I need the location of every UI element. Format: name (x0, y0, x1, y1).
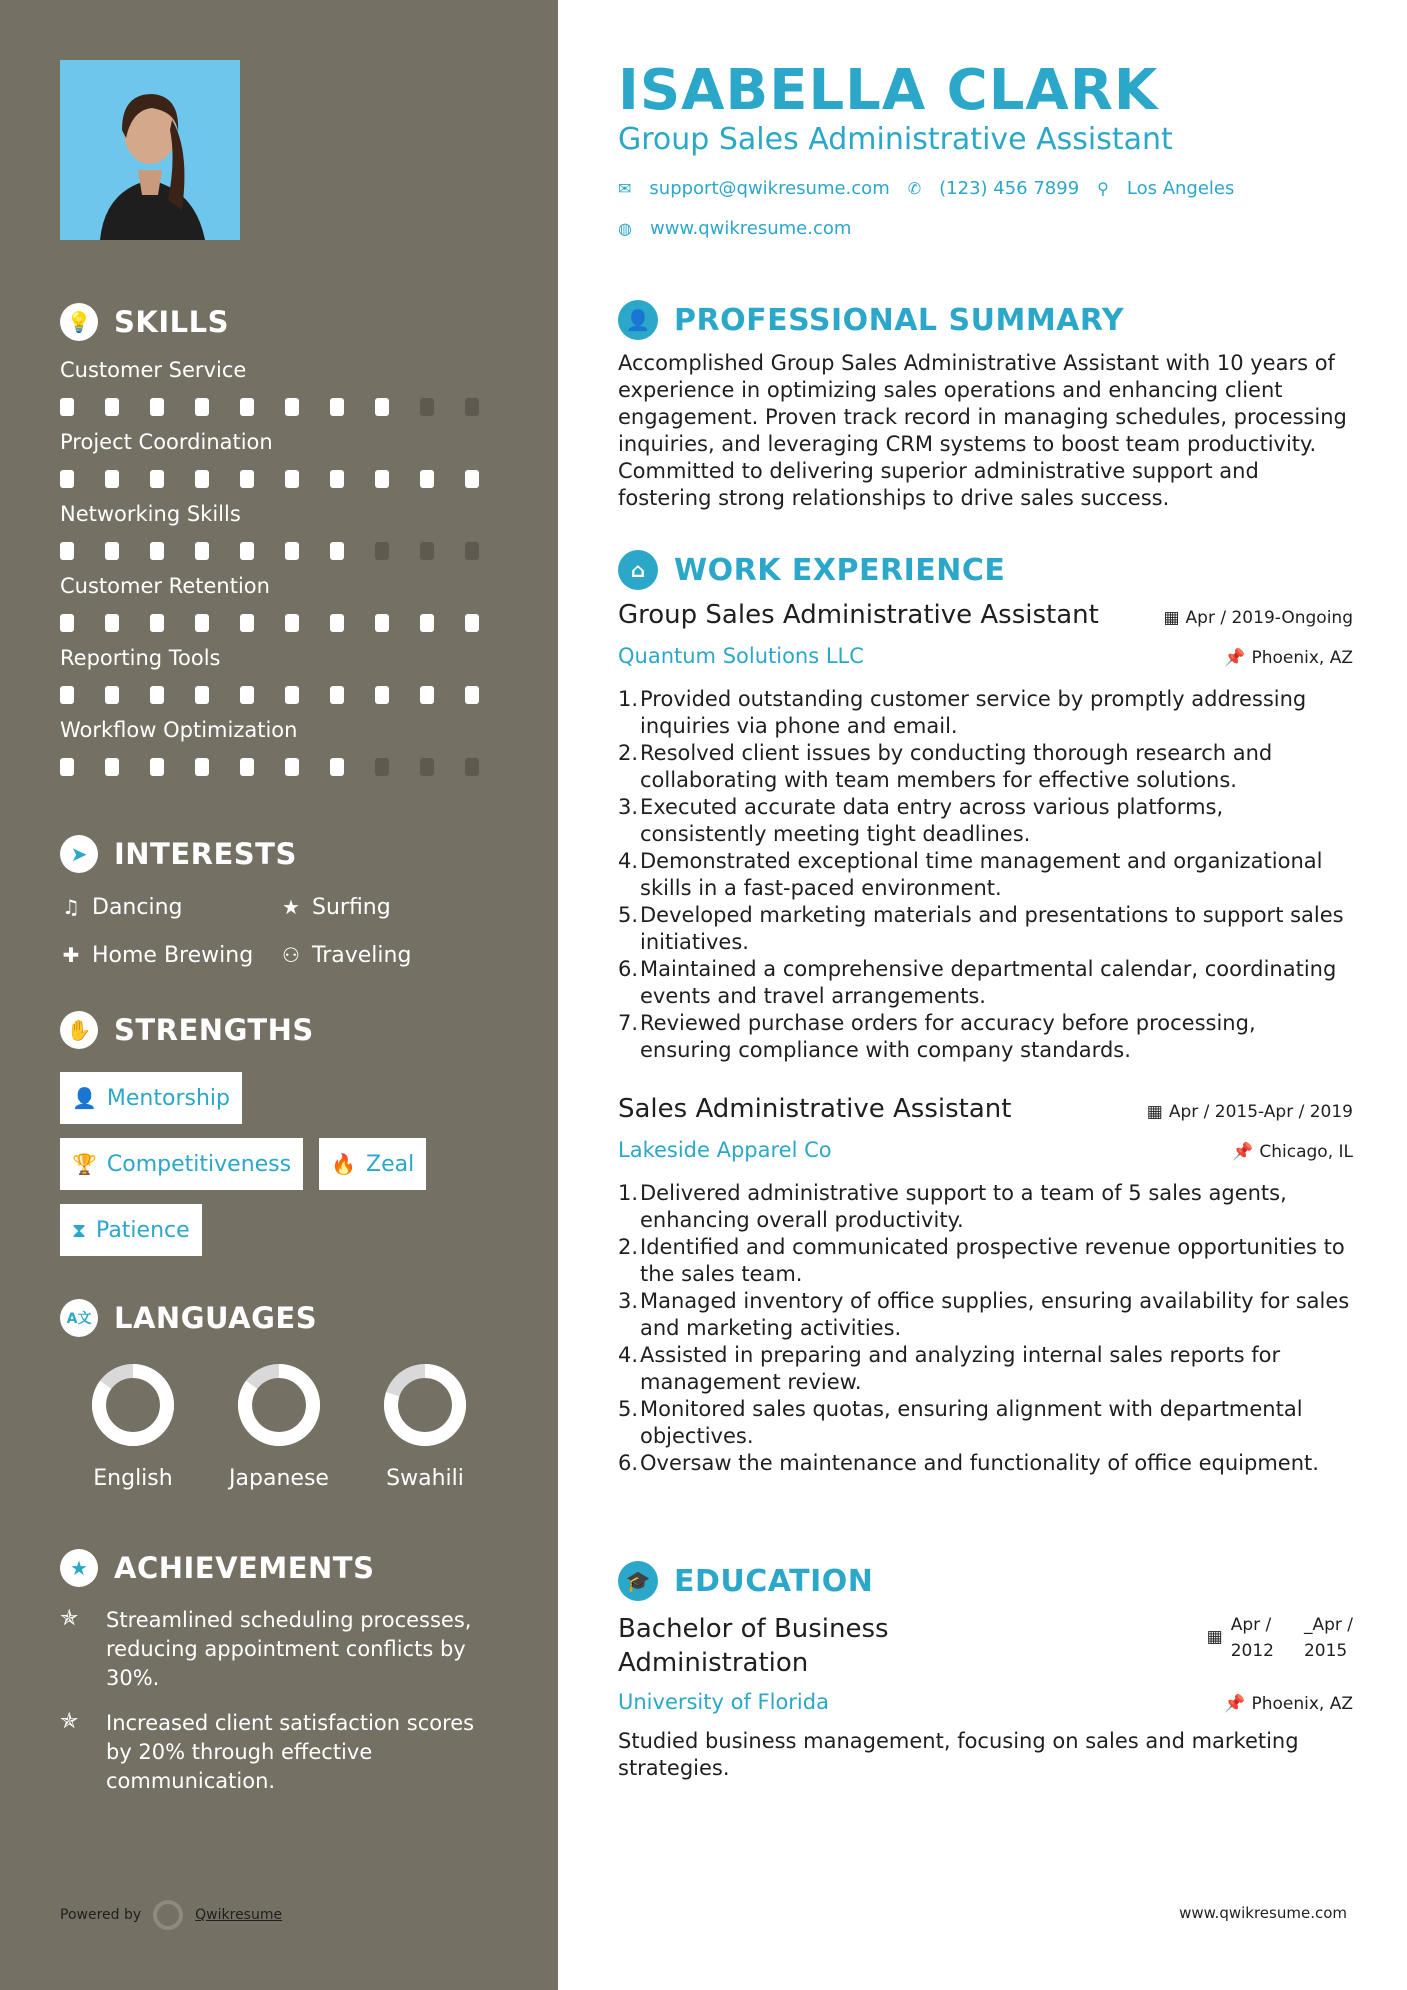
rating-dot-filled (195, 686, 209, 704)
puzzle-icon: ✚ (62, 943, 80, 967)
interest-item (60, 940, 280, 970)
job-bullet (618, 1010, 1353, 1064)
rating-dot-empty (375, 542, 389, 560)
interests-title: INTERESTS (114, 837, 297, 871)
job-entry (618, 1094, 1353, 1477)
education-school: University of Florida (618, 1690, 829, 1714)
job-bullet (618, 1396, 1353, 1450)
rating-dot-filled (105, 398, 119, 416)
language-level-ring (234, 1360, 324, 1450)
rating-dot-filled (60, 398, 74, 416)
bullet-number: 2. (618, 1235, 639, 1259)
rating-dot-filled (285, 686, 299, 704)
hand-icon: ✋ (60, 1011, 98, 1049)
job-entry (618, 600, 1353, 1064)
pin-icon: 📌 (1224, 648, 1246, 668)
language-item (352, 1360, 498, 1491)
education-heading (618, 1561, 873, 1601)
map-pin-icon: ⚲ (1097, 179, 1109, 198)
job-company: Lakeside Apparel Co (618, 1138, 832, 1162)
rating-dot-filled (105, 758, 119, 776)
skill-name: Workflow Optimization (60, 718, 298, 742)
rating-dot-filled (60, 614, 74, 632)
education-end-line: _Apr / (1303, 1615, 1353, 1635)
rating-dot-filled (330, 470, 344, 488)
interest-item (280, 892, 500, 922)
interest-label: Traveling (312, 942, 412, 968)
job-bullet (618, 1180, 1353, 1234)
bullet-text: Assisted in preparing and analyzing internal sales reports for management review. (640, 1343, 1281, 1394)
rating-dot-filled (150, 470, 164, 488)
graduation-cap-icon: 🎓 (618, 1561, 658, 1601)
skill-rating (60, 758, 510, 776)
calendar-icon: ▦ (1206, 1627, 1223, 1647)
bullet-number: 7. (618, 1011, 639, 1035)
powered-by (60, 1900, 282, 1930)
trophy-icon: 🏆 (72, 1152, 97, 1176)
skill-item (60, 356, 510, 416)
main-content (558, 0, 1407, 1990)
candidate-name: ISABELLA CLARK (618, 58, 1159, 123)
skill-item (60, 500, 510, 560)
rating-dot-filled (195, 614, 209, 632)
rating-dot-filled (240, 470, 254, 488)
interest-label: Dancing (92, 894, 183, 920)
rating-dot-filled (420, 614, 434, 632)
languages-heading (60, 1296, 510, 1340)
skill-name: Reporting Tools (60, 646, 221, 670)
qwikresume-logo-icon (153, 1900, 183, 1930)
skill-rating (60, 542, 510, 560)
rating-dot-filled (375, 398, 389, 416)
strength-spacer (258, 1072, 458, 1124)
bullet-text: Maintained a comprehensive departmental calendar, coordinating events and travel arrangements. (640, 957, 1337, 1008)
rating-dot-filled (240, 398, 254, 416)
bullet-number: 2. (618, 741, 639, 765)
education-end-line: 2015 (1303, 1641, 1348, 1661)
job-bullet (618, 902, 1353, 956)
rating-dot-filled (240, 614, 254, 632)
candidate-title: Group Sales Administrative Assistant (618, 122, 1173, 157)
bullet-number: 3. (618, 1289, 639, 1313)
skill-item (60, 428, 510, 488)
language-name: English (93, 1466, 173, 1491)
job-subheader (618, 1124, 1353, 1162)
education-start-line: 2012 (1230, 1641, 1274, 1661)
job-bullet (618, 956, 1353, 1010)
rating-dot-filled (285, 398, 299, 416)
rating-dot-filled (420, 470, 434, 488)
pin-icon: 📌 (1224, 1694, 1246, 1714)
binoculars-icon: ⚇ (282, 943, 300, 967)
rating-dot-filled (330, 758, 344, 776)
education-start (1231, 1612, 1274, 1664)
calendar-icon: ▦ (1146, 1102, 1163, 1122)
job-subheader (618, 630, 1353, 668)
rating-dot-filled (195, 398, 209, 416)
bullet-text: Monitored sales quotas, ensuring alignment with departmental objectives. (640, 1397, 1303, 1448)
shooting-star-icon: ✯ (60, 1709, 79, 1734)
rating-dot-filled (60, 470, 74, 488)
powered-by-label: Powered by (60, 1907, 142, 1923)
experience-heading (618, 550, 1005, 590)
rating-dot-filled (240, 542, 254, 560)
education-dates (1207, 1612, 1353, 1664)
job-dates-text: Apr / 2015-Apr / 2019 (1168, 1102, 1353, 1122)
job-bullet (618, 1450, 1353, 1477)
language-level-ring (380, 1360, 470, 1450)
bullet-text: Resolved client issues by conducting thorough research and collaborating with team members for effective solutions. (640, 741, 1273, 792)
bullet-text: Demonstrated exceptional time management and organizational skills in a fast-paced environment. (640, 849, 1323, 900)
strength-chip (319, 1138, 426, 1190)
rating-dot-filled (285, 542, 299, 560)
bullet-number: 3. (618, 795, 639, 819)
calendar-icon: ▦ (1163, 608, 1180, 628)
envelope-icon: ✉ (618, 179, 632, 198)
skill-item (60, 644, 510, 704)
education-subheader (618, 1680, 1353, 1714)
rating-dot-filled (105, 686, 119, 704)
strengths-title: STRENGTHS (114, 1013, 314, 1047)
job-header (618, 1094, 1353, 1124)
achievements-section (60, 1546, 510, 1796)
job-location (1224, 648, 1353, 668)
translate-icon: A文 (60, 1299, 98, 1337)
rating-dot-filled (330, 614, 344, 632)
job-bullet (618, 1342, 1353, 1396)
degree-line: Administration (618, 1648, 809, 1678)
language-name: Swahili (386, 1466, 464, 1491)
rating-dot-filled (285, 614, 299, 632)
rating-dot-filled (105, 614, 119, 632)
job-title: Sales Administrative Assistant (618, 1094, 1012, 1124)
bullet-text: Provided outstanding customer service by promptly addressing inquiries via phone and email. (640, 687, 1307, 738)
rating-dot-filled (105, 542, 119, 560)
job-bullet (618, 686, 1353, 740)
interest-label: Surfing (312, 894, 391, 920)
bullet-number: 4. (618, 849, 639, 873)
language-item (60, 1360, 206, 1491)
hourglass-icon: ⧗ (72, 1218, 87, 1242)
phone-icon: ✆ (907, 179, 922, 198)
rating-dot-filled (150, 542, 164, 560)
bullet-text: Reviewed purchase orders for accuracy before processing, ensuring compliance with company standards. (640, 1011, 1256, 1062)
contact-email[interactable]: support@qwikresume.com (649, 178, 890, 199)
job-bullets (618, 686, 1353, 1064)
languages-section (60, 1296, 510, 1491)
rating-dot-filled (465, 470, 479, 488)
languages-list (60, 1360, 510, 1491)
skills-heading (60, 300, 510, 344)
paper-plane-icon: ➤ (60, 835, 98, 873)
rating-dot-filled (195, 470, 209, 488)
achievement-text: Increased client satisfaction scores by 20% through effective communication. (106, 1711, 475, 1793)
bullet-number: 1. (618, 1181, 639, 1205)
language-item (206, 1360, 352, 1491)
achievement-text: Streamlined scheduling processes, reducing appointment conflicts by 30%. (106, 1608, 472, 1690)
bullet-text: Managed inventory of office supplies, ensuring availability for sales and marketing activities. (640, 1289, 1350, 1340)
bullet-number: 6. (618, 1451, 639, 1475)
interest-label: Home Brewing (92, 942, 254, 968)
interests-heading (60, 832, 510, 876)
bullet-number: 5. (618, 903, 639, 927)
fire-icon: 🔥 (331, 1152, 356, 1176)
language-level-ring (88, 1360, 178, 1450)
rating-dot-filled (330, 398, 344, 416)
job-bullets (618, 1180, 1353, 1477)
interests-list (60, 892, 510, 970)
education-title: EDUCATION (674, 1563, 874, 1599)
strength-chip (60, 1138, 303, 1190)
skill-item (60, 716, 510, 776)
experience-title: WORK EXPERIENCE (674, 552, 1006, 588)
job-dates (1147, 1102, 1353, 1122)
rating-dot-filled (375, 470, 389, 488)
rating-dot-filled (285, 758, 299, 776)
rating-dot-empty (465, 542, 479, 560)
bullet-text: Oversaw the maintenance and functionality of office equipment. (640, 1451, 1319, 1475)
bullet-text: Developed marketing materials and presentations to support sales initiatives. (640, 903, 1344, 954)
strength-label: Patience (96, 1217, 190, 1243)
skill-rating (60, 614, 510, 632)
education-end (1304, 1612, 1353, 1664)
summary-text: Accomplished Group Sales Administrative Assistant with 10 years of experience in optimizing sales operations and enhancing client engagement. Proven track record in managing schedules, processing inquiries, and leveraging CRM systems to boost team productivity. Committed to delivering superior administrative support and fostering strong relationships to drive sales success. (618, 351, 1347, 510)
languages-title: LANGUAGES (114, 1301, 318, 1335)
achievement-item (60, 1606, 510, 1693)
rating-dot-filled (150, 614, 164, 632)
rating-dot-empty (420, 398, 434, 416)
job-header (618, 600, 1353, 630)
education-header (618, 1612, 1353, 1680)
job-bullet (618, 848, 1353, 902)
contact-website[interactable]: www.qwikresume.com (649, 218, 852, 239)
website-row (618, 218, 851, 239)
rating-dot-filled (60, 686, 74, 704)
rating-dot-filled (60, 758, 74, 776)
rating-dot-filled (375, 614, 389, 632)
rating-dot-empty (465, 398, 479, 416)
rating-dot-empty (375, 758, 389, 776)
skill-name: Project Coordination (60, 430, 273, 454)
bullet-number: 5. (618, 1397, 639, 1421)
education-location (1224, 1694, 1353, 1714)
chair-icon: ⌂ (618, 550, 658, 590)
job-dates-text: Apr / 2019-Ongoing (1185, 608, 1353, 628)
star-icon: ★ (282, 895, 300, 919)
rating-dot-filled (60, 542, 74, 560)
contact-row (618, 178, 1234, 199)
job-dates (1163, 608, 1353, 628)
skills-section (60, 300, 510, 776)
degree-line: Bachelor of Business (618, 1614, 889, 1644)
job-location (1232, 1142, 1353, 1162)
strengths-section (60, 1008, 510, 1256)
education-start-line: Apr / (1230, 1615, 1272, 1635)
achievements-heading (60, 1546, 510, 1590)
skills-list (60, 356, 510, 776)
job-company: Quantum Solutions LLC (618, 644, 864, 668)
education-location-text: Phoenix, AZ (1251, 1694, 1353, 1714)
rating-dot-empty (465, 758, 479, 776)
user-circle-icon: 👤 (618, 300, 658, 340)
rating-dot-filled (330, 542, 344, 560)
contact-phone[interactable]: (123) 456 7899 (939, 178, 1080, 199)
strength-chip (60, 1204, 202, 1256)
shooting-star-icon: ✯ (60, 1606, 79, 1631)
strength-label: Mentorship (106, 1085, 230, 1111)
profile-photo-image (60, 60, 240, 240)
rating-dot-filled (375, 686, 389, 704)
skill-rating (60, 686, 510, 704)
sidebar (0, 0, 558, 1990)
rating-dot-empty (420, 758, 434, 776)
interest-item (60, 892, 280, 922)
achievement-item (60, 1709, 510, 1796)
job-bullet (618, 794, 1353, 848)
rating-dot-filled (150, 686, 164, 704)
rating-dot-filled (420, 686, 434, 704)
job-bullet (618, 740, 1353, 794)
job-bullet (618, 1288, 1353, 1342)
rating-dot-filled (195, 758, 209, 776)
skill-name: Networking Skills (60, 502, 241, 526)
strength-chip (60, 1072, 242, 1124)
contact-location: Los Angeles (1126, 178, 1235, 199)
education-description: Studied business management, focusing on sales and marketing strategies. (618, 1729, 1299, 1780)
powered-by-brand-link[interactable]: Qwikresume (195, 1907, 283, 1923)
rating-dot-filled (330, 686, 344, 704)
job-title: Group Sales Administrative Assistant (618, 600, 1099, 630)
star-badge-icon: ★ (60, 1549, 98, 1587)
job-location-text: Chicago, IL (1259, 1142, 1353, 1162)
strengths-list (60, 1072, 500, 1256)
bullet-text: Executed accurate data entry across various platforms, consistently meeting tight deadlines. (640, 795, 1224, 846)
skill-name: Customer Retention (60, 574, 270, 598)
skill-rating (60, 470, 510, 488)
degree (618, 1612, 889, 1680)
bullet-text: Identified and communicated prospective revenue opportunities to the sales team. (640, 1235, 1345, 1286)
language-name: Japanese (229, 1466, 329, 1491)
rating-dot-filled (465, 614, 479, 632)
pin-icon: 📌 (1232, 1142, 1254, 1162)
rating-dot-filled (465, 686, 479, 704)
rating-dot-empty (420, 542, 434, 560)
skill-rating (60, 398, 510, 416)
interests-section (60, 832, 510, 970)
skill-name: Customer Service (60, 358, 247, 382)
rating-dot-filled (150, 758, 164, 776)
interest-item (280, 940, 500, 970)
rating-dot-filled (105, 470, 119, 488)
lightbulb-icon: 💡 (60, 303, 98, 341)
profile-photo (60, 60, 240, 240)
rating-dot-filled (240, 758, 254, 776)
strength-label: Competitiveness (106, 1151, 292, 1177)
skill-item (60, 572, 510, 632)
summary-heading (618, 300, 1124, 340)
skills-title: SKILLS (114, 305, 229, 339)
globe-icon: ◍ (618, 219, 632, 238)
bullet-number: 1. (618, 687, 639, 711)
strength-label: Zeal (366, 1151, 415, 1177)
bullet-number: 4. (618, 1343, 639, 1367)
rating-dot-filled (195, 542, 209, 560)
job-location-text: Phoenix, AZ (1251, 648, 1353, 668)
achievements-title: ACHIEVEMENTS (114, 1551, 375, 1585)
bullet-text: Delivered administrative support to a team of 5 sales agents, enhancing overall productivity. (640, 1181, 1287, 1232)
rating-dot-filled (285, 470, 299, 488)
user-plus-icon: 👤 (72, 1086, 97, 1110)
rating-dot-filled (150, 398, 164, 416)
education-entry (618, 1612, 1353, 1782)
rating-dot-filled (240, 686, 254, 704)
music-note-icon: ♫ (62, 895, 80, 919)
footer-website[interactable]: www.qwikresume.com (1179, 1904, 1347, 1922)
summary-title: PROFESSIONAL SUMMARY (674, 302, 1125, 338)
job-bullet (618, 1234, 1353, 1288)
strengths-heading (60, 1008, 510, 1052)
bullet-number: 6. (618, 957, 639, 981)
